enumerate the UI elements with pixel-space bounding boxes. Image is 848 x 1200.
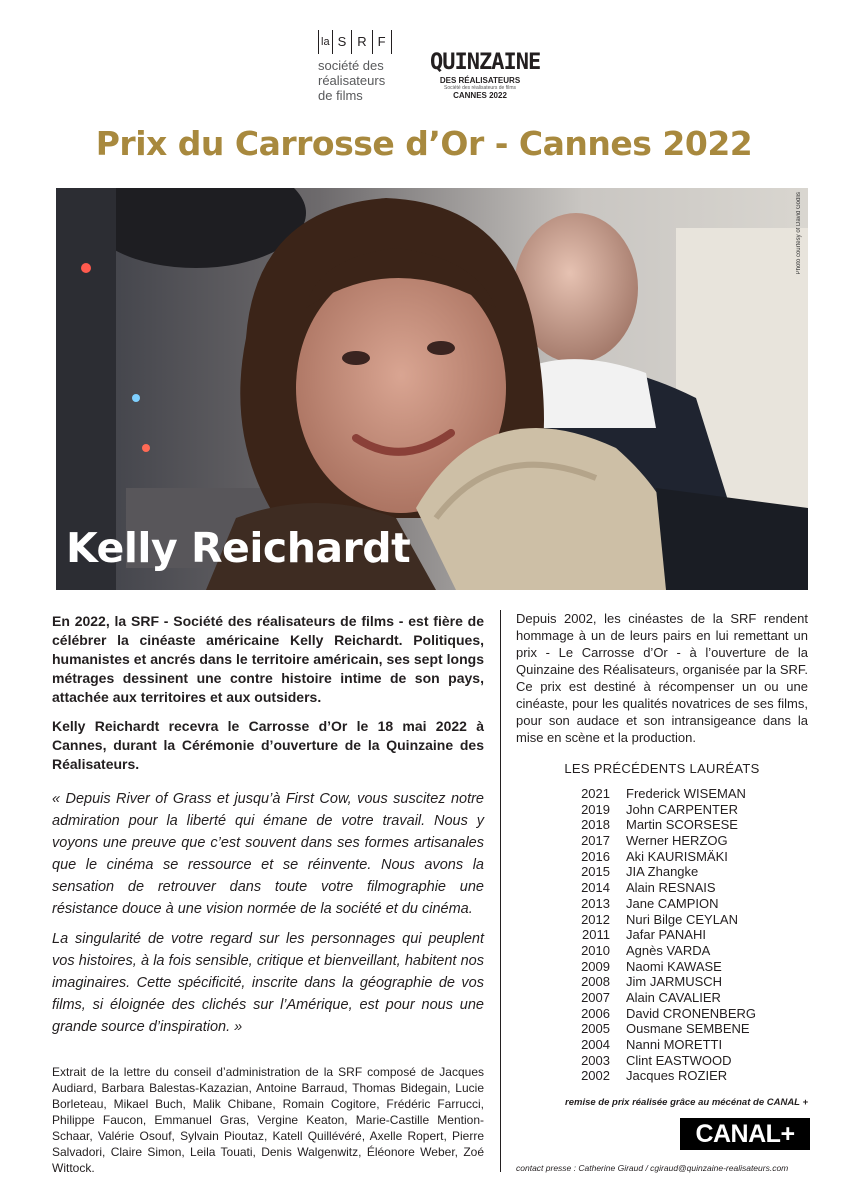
srf-box-r: R <box>352 30 372 54</box>
laureat-year: 2014 <box>581 880 610 896</box>
laureat-year: 2010 <box>581 942 610 958</box>
laureat-name: JIA Zhangke <box>626 864 699 880</box>
srf-logo-boxes <box>318 30 408 54</box>
laureat-name: Jafar PANAHI <box>626 927 706 943</box>
laureat-row <box>560 990 756 1006</box>
canal-plus-logo: CANAL+ <box>680 1118 810 1150</box>
srf-text-line: réalisateurs <box>318 73 386 88</box>
laureat-year: 2016 <box>581 848 610 864</box>
laureat-year: 2007 <box>581 989 610 1005</box>
laureat-name: David CRONENBERG <box>626 1005 757 1021</box>
laureat-year: 2015 <box>581 864 610 880</box>
laureat-name: Nanni MORETTI <box>626 1037 723 1052</box>
laureat-year: 2017 <box>581 833 610 849</box>
srf-box-la: la <box>318 30 333 54</box>
quinzaine-word: QUINZAINE <box>430 50 541 75</box>
laureat-row <box>560 817 756 833</box>
page-title: Prix du Carrosse d’Or - Cannes 2022 <box>95 124 753 163</box>
srf-logo <box>318 30 408 110</box>
press-contact: contact presse : Catherine Giraud / cgiraud@quinzaine-realisateurs.com <box>516 1163 789 1173</box>
laureat-year: 2005 <box>581 1021 610 1037</box>
laureat-row <box>560 802 756 818</box>
laureat-year: 2002 <box>581 1068 610 1084</box>
laureat-row <box>560 833 756 849</box>
laureat-row <box>560 912 756 928</box>
laureat-year: 2004 <box>581 1037 610 1052</box>
laureat-year: 2018 <box>581 817 610 833</box>
quinzaine-sub: DES RÉALISATEURS <box>439 76 521 85</box>
srf-box-f: F <box>373 30 392 54</box>
laureat-row <box>560 786 756 802</box>
laureat-name: Alain RESNAIS <box>626 880 716 896</box>
laureat-row <box>560 849 756 865</box>
laureat-name: Jacques ROZIER <box>626 1068 728 1084</box>
laureat-name: Nuri Bilge CEYLAN <box>626 911 738 927</box>
srf-text-line: société des <box>318 58 384 73</box>
laureat-row <box>560 896 756 912</box>
laureat-row <box>560 880 756 896</box>
srf-text-line: de films <box>318 88 363 103</box>
laureat-year: 2011 <box>582 927 610 943</box>
laureat-row <box>560 943 756 959</box>
photo-credit: Photo courtesy of David Godlis <box>796 192 802 275</box>
laureat-year: 2013 <box>581 895 610 911</box>
laureat-name: Martin SCORSESE <box>626 817 738 833</box>
laureat-year: 2012 <box>581 911 610 927</box>
portrait-photo <box>56 188 808 590</box>
laureat-name: Jane CAMPION <box>626 895 719 911</box>
laureat-year: 2006 <box>581 1005 610 1021</box>
laureat-row <box>560 1068 756 1084</box>
laureat-name: Jim JARMUSCH <box>626 974 723 990</box>
laureat-row <box>560 959 756 975</box>
laureat-row <box>560 927 756 943</box>
laureats-title: LES PRÉCÉDENTS LAURÉATS <box>564 761 760 776</box>
column-divider <box>500 610 501 1172</box>
laureat-row <box>560 974 756 990</box>
laureat-name: John CARPENTER <box>626 801 738 817</box>
laureat-name: Ousmane SEMBENE <box>626 1021 750 1037</box>
laureats-list <box>560 786 756 1084</box>
laureat-row <box>560 1006 756 1022</box>
laureat-year: 2021 <box>581 786 610 801</box>
ceremony-paragraph: Kelly Reichardt recevra le Carrosse d’Or le 18 mai 2022 à Cannes, durant la Cérémonie d’ouverture de la Quinzaine des Réalisateurs. <box>52 718 484 772</box>
right-column <box>516 610 808 746</box>
laureat-name: Agnès VARDA <box>626 942 711 958</box>
honoree-name: Kelly Reichardt <box>66 524 411 572</box>
quinzaine-small: Société des réalisateurs de films <box>444 85 516 91</box>
laureat-year: 2019 <box>581 801 610 817</box>
laureat-year: 2003 <box>581 1052 610 1068</box>
left-column <box>52 612 484 1175</box>
laureat-name: Clint EASTWOOD <box>626 1052 732 1068</box>
laureat-row <box>560 1053 756 1069</box>
laureat-name: Frederick WISEMAN <box>626 786 746 801</box>
laureat-name: Werner HERZOG <box>626 833 728 849</box>
laureat-name: Alain CAVALIER <box>626 989 721 1005</box>
srf-box-s: S <box>333 30 353 54</box>
quinzaine-logo <box>430 30 541 110</box>
sponsor-note: remise de prix réalisée grâce au mécénat de CANAL + <box>565 1097 808 1108</box>
quinzaine-cannes: CANNES 2022 <box>453 91 507 100</box>
laureat-row <box>560 864 756 880</box>
award-description: Depuis 2002, les cinéastes de la SRF rendent hommage à un de leurs pairs en lui remettant un prix - Le Carrosse d’Or - à l’ouverture de la Quinzaine des Réalisateurs, organisée par la SRF. Ce prix est destiné à récompenser un ou une cinéaste, pour les qualités novatrices de ses films, pour son audace et son intransigeance dans la mise en scène et la production. <box>516 611 808 745</box>
extract-paragraph: Extrait de la lettre du conseil d’administration de la SRF composé de Jacques Audiard, Barbara Balestas-Kazazian, Antoine Barraud, Thomas Bidegain, Lucie Borleteau, Mikael Buch, Malik Chibane, Romain Cogitore, Frédéric Farrucci, Philippe Faucon, Emmanuel Gras, Vergine Keaton, Marie-Castille Mention-Schaar, Valérie Osouf, Sylvain Pioutaz, Katell Quillévéré, Axelle Ropert, Pierre Salvadori, Claire Simon, Leila Touati, Denis Walgenwitz, Éléonore Weber, Zoé Wittock. <box>52 1065 484 1175</box>
srf-logo-text <box>318 58 408 103</box>
laureat-row <box>560 1021 756 1037</box>
quote-paragraph-1: « Depuis River of Grass et jusqu’à First Cow, vous suscitez notre admiration pour la liberté qui émane de votre travail. Nous y voyons une preuve que c’est souvent dans ses formes artisanales que le cinéma se ressource et se réinvente. Nous avons la sensation de retrouver dans toute votre filmographie une résistance douce à une vision normée de la société et du cinéma. <box>52 791 484 917</box>
laureat-name: Aki KAURISMÄKI <box>626 848 728 864</box>
quote-paragraph-2: La singularité de votre regard sur les personnages qui peuplent vos histoires, à la fois sensible, critique et bienveillant, habitent nos imaginaires. Cette spécificité, inscrite dans la géographie de vos films, si éloignée des clichés sur l’Amérique, est pour nous une grande source d’inspiration. » <box>52 931 484 1035</box>
laureat-year: 2008 <box>581 974 610 990</box>
laureat-row <box>560 1037 756 1053</box>
laureat-year: 2009 <box>581 958 610 974</box>
intro-paragraph: En 2022, la SRF - Société des réalisateurs de films - est fière de célébrer la cinéaste américaine Kelly Reichardt. Politiques, humanistes et ancrés dans le territoire américain, ses sept longs métrages dessinent une contre histoire intime de son pays, attachée aux territoires et aux outsiders. <box>52 613 484 705</box>
laureat-name: Naomi KAWASE <box>626 958 722 974</box>
